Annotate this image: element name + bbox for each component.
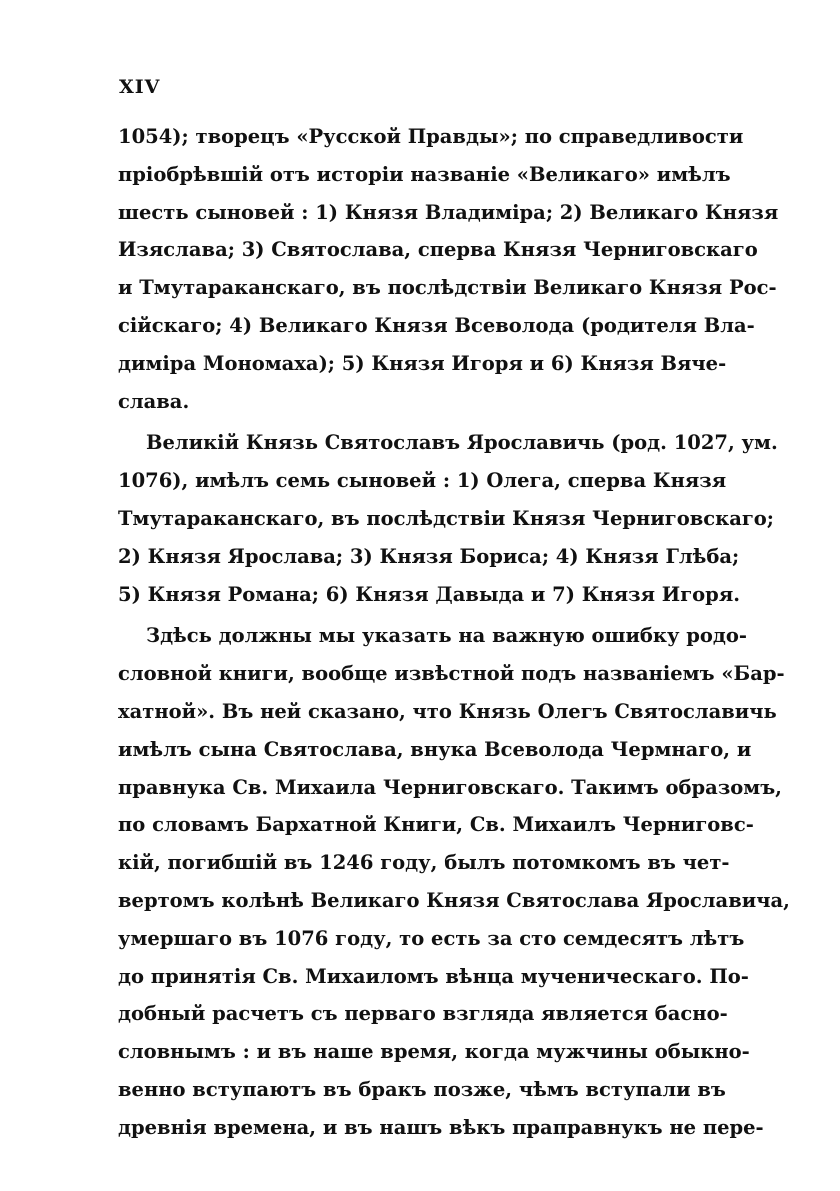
- text-line: вертомъ колѣнѣ Великаго Князя Святослава Ярославича,: [118, 888, 790, 912]
- paragraph-2: [118, 424, 778, 613]
- text-line: правнука Св. Михаила Черниговскаго. Такимъ образомъ,: [118, 775, 782, 799]
- text-line: древнія времена, и въ нашъ вѣкъ праправнукъ не пере-: [118, 1115, 764, 1139]
- paragraph-3: [118, 617, 790, 1146]
- text-line: 2) Князя Ярослава; 3) Князя Бориса; 4) Князя Глѣба;: [118, 544, 740, 568]
- text-line: шесть сыновей : 1) Князя Владиміра; 2) Великаго Князя: [118, 200, 779, 224]
- body-text: [118, 118, 790, 1147]
- text-line: венно вступаютъ въ бракъ позже, чѣмъ вступали въ: [118, 1077, 726, 1101]
- text-line: кій, погибшій въ 1246 году, былъ потомкомъ въ чет-: [118, 851, 730, 875]
- text-line: Великій Князь Святославъ Ярославичь (род. 1027, ум.: [146, 431, 778, 455]
- text-line: умершаго въ 1076 году, то есть за сто семдесятъ лѣтъ: [118, 926, 745, 950]
- text-line: 1054); творецъ «Русской Правды»; по справедливости: [118, 125, 744, 148]
- text-line: по словамъ Бархатной Книги, Св. Михаилъ Черниговс-: [118, 813, 754, 837]
- text-line: пріобрѣвшій отъ исторіи названіе «Великаго» имѣлъ: [118, 162, 731, 186]
- paragraph-1: [118, 118, 779, 420]
- text-line: словнымъ : и въ наше время, когда мужчины обыкно-: [118, 1040, 750, 1064]
- text-line: словной книги, вообще извѣстной подъ названіемъ «Бар-: [118, 662, 785, 686]
- text-line: имѣлъ сына Святослава, внука Всеволода Чермнаго, и: [118, 737, 752, 761]
- text-line: добный расчетъ съ перваго взгляда является басно-: [118, 1002, 728, 1026]
- text-line: Изяслава; 3) Святослава, сперва Князя Черниговскаго: [118, 238, 758, 262]
- text-line: и Тмутараканскаго, въ послѣдствіи Великаго Князя Рос-: [118, 276, 777, 300]
- text-line: Здѣсь должны мы указать на важную ошибку родо-: [146, 624, 748, 648]
- text-line: сійскаго; 4) Великаго Князя Всеволода (родителя Вла-: [118, 313, 755, 337]
- text-line: диміра Мономаха); 5) Князя Игоря и 6) Князя Вяче-: [118, 351, 727, 375]
- text-line: до принятія Св. Михаиломъ вѣнца мученическаго. По-: [118, 964, 749, 988]
- text-line: слава.: [118, 389, 190, 413]
- text-line: Тмутараканскаго, въ послѣдствіи Князя Черниговскаго;: [118, 506, 774, 530]
- text-line: хатной». Въ ней сказано, что Князь Олегъ Святославичь: [118, 699, 777, 723]
- text-line: 5) Князя Романа; 6) Князя Давыда и 7) Князя Игоря.: [118, 582, 741, 606]
- text-line: 1076), имѣлъ семь сыновей : 1) Олега, сперва Князя: [118, 469, 727, 493]
- page-number: XIV: [119, 76, 161, 98]
